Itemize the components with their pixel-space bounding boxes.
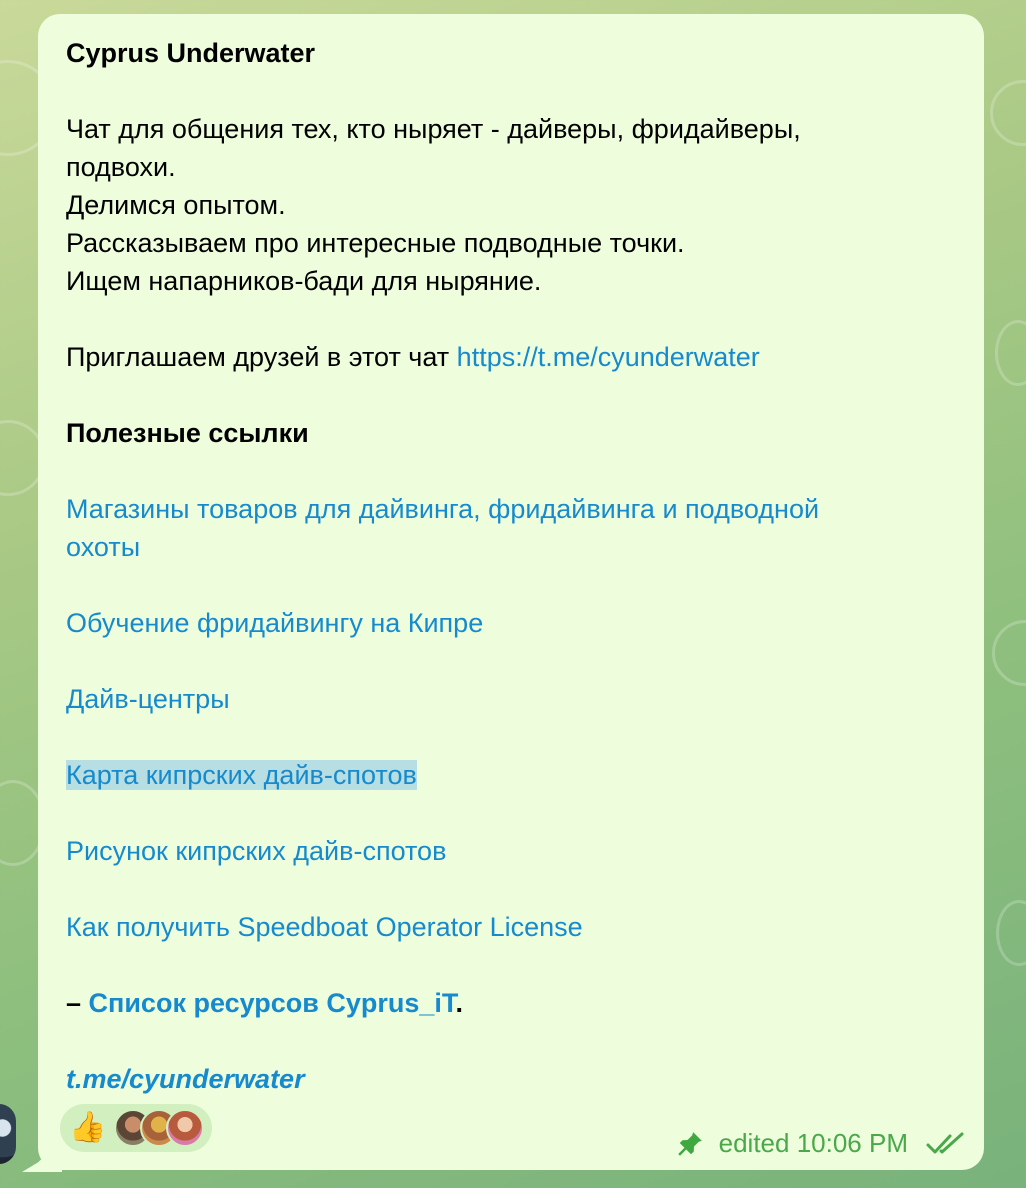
- reactor-avatars: [114, 1109, 204, 1147]
- intro-text: подвохи.: [66, 152, 176, 182]
- intro-text: Рассказываем про интересные подводные точки.: [66, 228, 685, 258]
- message-bubble[interactable]: [38, 14, 984, 1170]
- edited-timestamp: edited 10:06 PM: [718, 1128, 908, 1158]
- background-doodle: [992, 620, 1026, 686]
- double-check-icon: [926, 1131, 968, 1157]
- message-title: Cyprus Underwater: [66, 38, 316, 68]
- link-shops[interactable]: Магазины товаров для дайвинга, фридайвинга и подводной: [66, 494, 820, 524]
- background-doodle: [996, 900, 1026, 966]
- link-dive-spots-map[interactable]: Карта кипрских дайв-спотов: [66, 760, 417, 790]
- resources-prefix: –: [66, 988, 89, 1018]
- invite-line: [66, 338, 946, 376]
- link-dive-spots-drawing[interactable]: Рисунок кипрских дайв-спотов: [66, 836, 447, 866]
- pin-icon[interactable]: [675, 1129, 705, 1159]
- footer-link[interactable]: t.me/cyunderwater: [66, 1064, 305, 1094]
- resources-line: [66, 984, 946, 1022]
- sender-avatar[interactable]: [0, 1104, 16, 1164]
- message-text: [66, 34, 946, 1098]
- background-doodle: [995, 320, 1026, 386]
- avatar: [166, 1109, 204, 1147]
- intro-text: Делимся опытом.: [66, 190, 286, 220]
- intro-text: Чат для общения тех, кто ныряет - дайверы, фридайверы,: [66, 114, 801, 144]
- background-doodle: [990, 80, 1026, 146]
- link-speedboat-license[interactable]: Как получить Speedboat Operator License: [66, 912, 583, 942]
- thumbs-up-icon: 👍: [69, 1111, 107, 1144]
- resources-link[interactable]: Список ресурсов Cyprus_iT: [88, 988, 456, 1018]
- message-meta: [675, 1128, 968, 1159]
- link-freediving-training[interactable]: Обучение фридайвингу на Кипре: [66, 608, 484, 638]
- intro-text: Ищем напарников-бади для ныряние.: [66, 266, 542, 296]
- reaction-chip[interactable]: [60, 1104, 212, 1152]
- useful-links-heading: Полезные ссылки: [66, 418, 309, 448]
- link-shops-cont[interactable]: охоты: [66, 532, 141, 562]
- resources-suffix: .: [455, 988, 463, 1018]
- invite-link[interactable]: https://t.me/cyunderwater: [456, 342, 760, 372]
- link-dive-centers[interactable]: Дайв-центры: [66, 684, 230, 714]
- link-dive-spots-map-line: [66, 756, 946, 794]
- invite-text: Приглашаем друзей в этот чат: [66, 342, 457, 372]
